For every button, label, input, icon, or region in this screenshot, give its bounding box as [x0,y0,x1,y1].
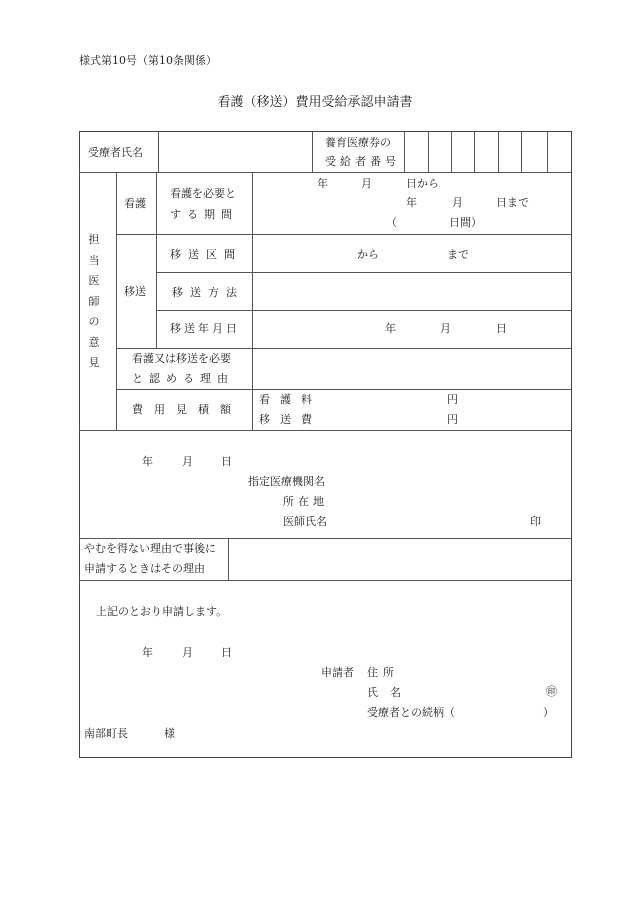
period-to-month: 月 [452,196,463,209]
application-date-day: 日 [221,646,232,659]
application-statement: 上記のとおり申請します。 [96,605,228,618]
form-reference: 様式第10号（第10条関係） [79,54,217,67]
application-date-year: 年 [142,646,153,659]
transport-date-day: 日 [496,322,507,335]
reason-field[interactable] [254,350,571,388]
transport-date-month: 月 [440,322,451,335]
transport-method-label: 移送方法 [172,286,244,299]
form-title: 看護（移送）費用受給承認申請書 [217,95,413,110]
form-table [79,131,572,758]
doctor-date-month: 月 [182,455,193,468]
attending-physician-opinion-label: 担 当 医 師 の 意 見 [88,233,100,369]
transport-fee-yen: 円 [447,413,458,426]
patient-name-label: 受療者氏名 [88,146,143,159]
transport-date-year: 年 [385,322,396,335]
applicant-seal-mark: ㊞ [546,685,557,698]
reason-label-line1: 看護又は移送を必要 [132,352,231,365]
nursing-fee-yen: 円 [447,393,458,406]
period-to-day: 日まで [496,196,529,209]
relation-label: 受療者との続柄（ [367,706,455,719]
doctor-seal-mark: 印 [530,515,541,528]
transport-label: 移送 [124,285,146,298]
doctor-date-year: 年 [142,455,153,468]
late-reason-label-line1: やむを得ない理由で事後に [84,542,216,555]
applicant-name-label: 氏名 [367,686,413,699]
transport-to: まで [447,248,469,261]
reason-label-line2: と認める理由 [132,372,234,385]
facility-address-label: 所在地 [283,495,328,508]
certificate-number-field[interactable] [405,133,571,171]
facility-name-label: 指定医療機関名 [248,475,325,488]
doctor-name-label: 医師氏名 [283,515,327,528]
transport-method-field[interactable] [254,274,571,309]
certificate-label-line2: 受給者番号 [325,155,400,168]
period-from-month: 月 [361,177,372,190]
relation-close: ） [543,706,554,719]
addressee-name: 南部町長 [84,727,128,740]
period-days-open: （ [386,216,397,229]
nursing-fee-label: 看護料 [259,393,322,406]
patient-name-field[interactable] [160,133,310,171]
transport-fee-label: 移送費 [259,413,322,426]
application-date-month: 月 [182,646,193,659]
transport-date-label: 移送年月日 [170,322,240,335]
addressee-honorific: 様 [164,727,175,740]
cost-estimate-label: 費用見積額 [132,403,242,416]
applicant-label: 申請者 [321,666,354,679]
nursing-period-label-line2: する期間 [170,208,238,221]
period-from-year: 年 [317,177,328,190]
period-to-year: 年 [406,196,417,209]
doctor-date-day: 日 [221,455,232,468]
transport-from: から [357,248,379,261]
late-reason-label-line2: 申請するときはその理由 [84,562,205,575]
late-reason-field[interactable] [230,540,571,579]
period-from-day: 日から [406,177,439,190]
applicant-address-label: 住所 [367,666,399,679]
nursing-period-label-line1: 看護を必要と [170,187,236,200]
certificate-label-line1: 養育医療券の [325,136,391,149]
transport-section-label: 移送区間 [170,248,242,261]
period-days-close: 日間） [449,216,482,229]
nursing-label: 看護 [124,197,146,210]
